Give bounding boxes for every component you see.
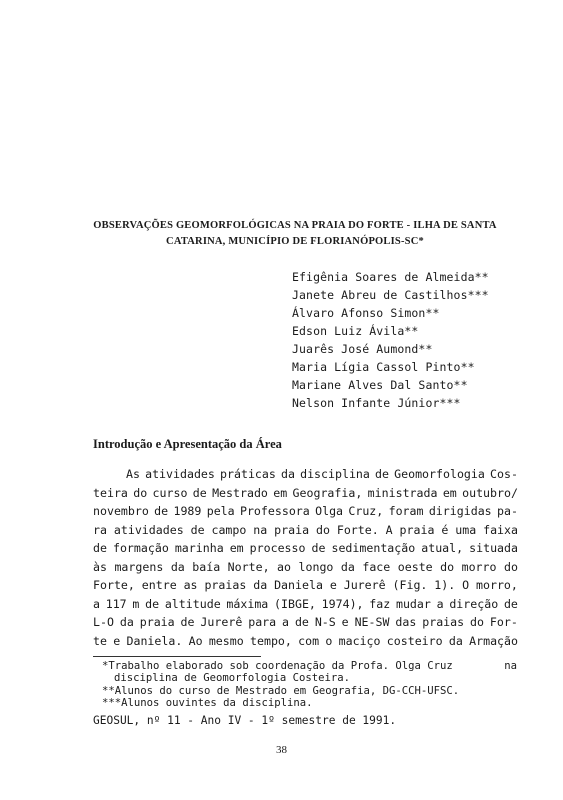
body-word: a [282, 615, 290, 629]
body-word: de [93, 541, 107, 555]
author-name: Janete Abreu de Castilhos*** [292, 288, 489, 302]
body-word: sedimentação [331, 541, 416, 555]
author-name: Edson Luiz Ávila** [292, 324, 419, 338]
body-word: de [294, 615, 309, 629]
journal-citation: GEOSUL, nº 11 - Ano IV - 1º semestre de 1991. [93, 714, 397, 727]
body-word: formação [112, 541, 169, 555]
body-word: outubro/ [462, 485, 518, 500]
body-word: altitude [164, 596, 221, 611]
body-word: Cruz, [348, 504, 384, 518]
body-word: do [503, 559, 518, 574]
body-word: Daniela. [126, 633, 183, 648]
body-word: NE-SW [354, 615, 390, 629]
body-word: teira [93, 485, 128, 500]
body-word: tempo, [250, 633, 292, 648]
body-word: situada [469, 541, 518, 555]
body-word: atividades [113, 522, 184, 537]
body-word: e [341, 615, 349, 629]
body-word: longo [298, 559, 334, 574]
body-word: praias [422, 615, 465, 629]
body-word: 1974), [321, 596, 364, 611]
body-word: atual, [421, 541, 464, 555]
body-word: das [395, 615, 417, 629]
body-line [93, 502, 518, 521]
body-line [93, 632, 518, 651]
body-word: as [183, 578, 198, 592]
footnote-1 [102, 660, 517, 672]
author-list [292, 268, 489, 412]
body-word: praia [274, 522, 310, 537]
footnote-divider [93, 656, 261, 657]
body-word: Geografia, [292, 485, 363, 500]
body-word: 1). [434, 578, 456, 592]
body-word: As [126, 467, 140, 481]
body-word: direção [449, 596, 499, 611]
body-word: Mestrado [212, 485, 268, 500]
body-word: uma [455, 522, 477, 537]
body-word: de [311, 541, 326, 555]
body-word: baía [192, 559, 221, 574]
body-word: mudar [395, 596, 431, 611]
footnotes [102, 660, 517, 709]
footnote-1-tail: na [504, 660, 517, 672]
page-number: 38 [276, 744, 287, 756]
body-word: te [93, 633, 107, 648]
body-word: Jurerê [200, 615, 243, 629]
article-title-line-1: OBSERVAÇÕES GEOMORFOLÓGICAS NA PRAIA DO FORTE - ILHA DE SANTA [93, 220, 497, 231]
body-line [93, 484, 518, 503]
body-word: e [329, 578, 337, 592]
body-word: Armação [469, 633, 518, 648]
body-word: da [340, 559, 355, 574]
body-word: de [375, 467, 389, 481]
body-line [93, 539, 518, 558]
author-name: Nelson Infante Júnior*** [292, 396, 461, 410]
body-word: m [132, 596, 140, 611]
body-word: a [93, 596, 100, 611]
body-word: marinha [174, 541, 224, 555]
body-word: em [229, 541, 244, 555]
body-word: campo [211, 522, 247, 537]
body-word: costeiro [386, 633, 443, 648]
body-line [93, 595, 518, 614]
body-word: ra [93, 522, 107, 537]
body-word: entre [141, 578, 177, 592]
body-word: 117 [105, 596, 127, 611]
body-word: Cos- [490, 467, 518, 481]
body-word: o [325, 633, 333, 648]
body-word: da [281, 467, 295, 481]
body-word: máxima [226, 596, 269, 611]
body-word: de [154, 504, 169, 518]
author-name: Efigênia Soares de Almeida** [292, 270, 489, 284]
body-paragraph [93, 465, 518, 650]
article-title-line-2: CATARINA, MUNICÍPIO DE FLORIANÓPOLIS-SC* [166, 236, 424, 247]
body-word: L-O [93, 615, 114, 629]
body-word: mesmo [208, 633, 244, 648]
body-word: é [441, 522, 449, 537]
body-word: de [145, 596, 160, 611]
body-word: disciplina [300, 467, 370, 481]
body-word: pela [206, 504, 235, 518]
body-word: margens [114, 559, 164, 574]
author-name: Juarês José Aumond** [292, 342, 433, 356]
body-word: face [362, 559, 391, 574]
body-word: O [462, 578, 470, 592]
body-word: ministrada [367, 485, 438, 500]
body-word: processo [249, 541, 306, 555]
body-word: da [119, 615, 134, 629]
body-word: A [385, 522, 393, 537]
body-word: Geomorfologia [394, 467, 485, 481]
body-word: do [470, 615, 484, 629]
body-word: For- [489, 615, 518, 629]
body-word: de [192, 485, 207, 500]
footnote-2: **Alunos do curso de Mestrado em Geografia, DG-CCH-UFSC. [102, 685, 460, 697]
footnote-3: ***Alunos ouvintes da disciplina. [102, 697, 313, 709]
body-line [93, 576, 518, 595]
body-word: 1989 [173, 504, 202, 518]
body-word: maciço [338, 633, 381, 648]
body-word: e [113, 633, 121, 648]
body-word: faixa [483, 522, 518, 537]
body-word: de [503, 596, 518, 611]
body-word: morro, [476, 578, 518, 592]
body-word: ao [277, 559, 292, 574]
body-line [93, 558, 518, 577]
body-word: do [315, 522, 330, 537]
footnote-1-continuation: disciplina de Geomorfologia Costeira. [114, 672, 350, 684]
body-word: com [298, 633, 320, 648]
body-line [93, 521, 518, 540]
section-heading: Introdução e Apresentação da Área [93, 437, 282, 451]
body-word: (IBGE, [274, 596, 316, 611]
body-word: da [448, 633, 463, 648]
body-line [93, 465, 518, 484]
body-word: Olga [315, 504, 344, 518]
body-word: dirigidas [428, 504, 492, 518]
body-word: curso [152, 485, 188, 500]
body-word: N-S [314, 615, 336, 629]
body-word: praias [204, 578, 247, 592]
body-word: da [253, 578, 268, 592]
body-word: em [442, 485, 457, 500]
author-name: Maria Lígia Cassol Pinto** [292, 360, 475, 374]
body-word: a [436, 596, 444, 611]
body-word: de [180, 615, 195, 629]
body-word: do [133, 485, 148, 500]
author-name: Álvaro Afonso Simon** [292, 306, 440, 320]
footnote-1-text: *Trabalho elaborado sob coordenação da Profa. Olga Cruz [102, 660, 453, 672]
body-word: às [93, 559, 107, 574]
body-word: Forte. [336, 522, 379, 537]
body-word: morro [461, 559, 497, 574]
body-word: novembro [93, 504, 149, 518]
body-word: oeste [397, 559, 433, 574]
body-word: em [273, 485, 288, 500]
body-word: para [248, 615, 277, 629]
body-line [93, 613, 518, 632]
body-word: praia [399, 522, 435, 537]
body-word: de [190, 522, 205, 537]
body-word: da [170, 559, 185, 574]
body-word: Forte, [93, 578, 135, 592]
body-word: (Fig. [392, 578, 428, 592]
body-word: práticas [220, 467, 276, 481]
author-name: Mariane Alves Dal Santo** [292, 378, 468, 392]
body-word: faz [369, 596, 391, 611]
body-word: praia [139, 615, 175, 629]
body-word: Daniela [274, 578, 323, 592]
body-word: atividades [145, 467, 215, 481]
body-word: do [440, 559, 455, 574]
body-word: foram [388, 504, 424, 518]
body-word: Professora [239, 504, 310, 518]
body-word: Ao [188, 633, 203, 648]
body-word: Norte, [227, 559, 270, 574]
body-word: Jurerê [343, 578, 386, 592]
body-word: na [253, 522, 268, 537]
body-word: pa- [496, 504, 518, 518]
